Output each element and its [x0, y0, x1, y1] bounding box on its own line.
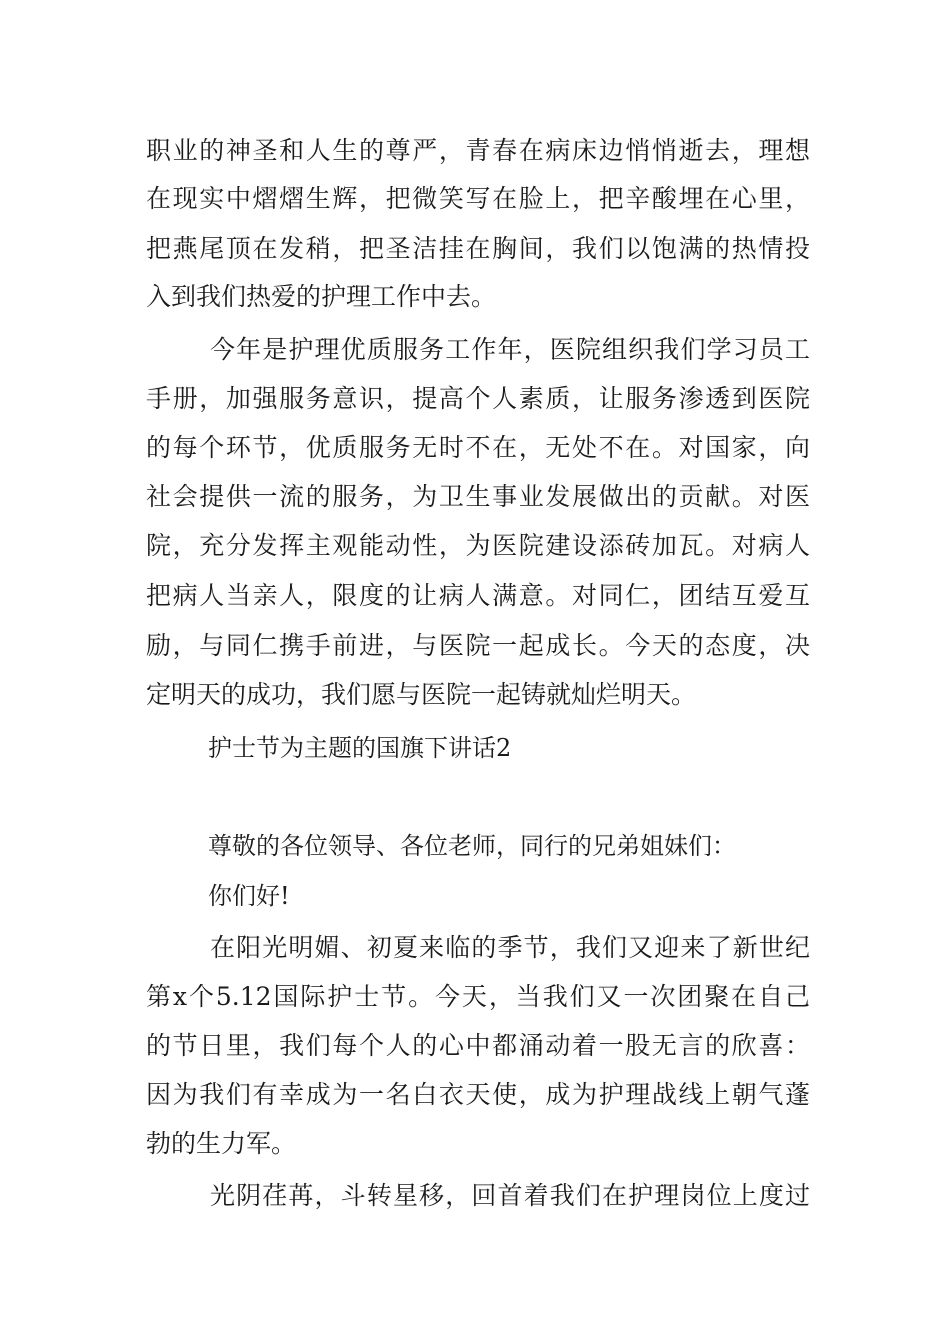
paragraph-line: 入到我们热爱的护理工作中去。	[146, 282, 497, 311]
paragraph-line: 在现实中熠熠生辉，把微笑写在脸上，把辛酸埋在心里，	[146, 184, 810, 213]
paragraph-line: 勃的生力军。	[146, 1129, 297, 1158]
greeting: 你们好!	[208, 882, 290, 910]
paragraph-line: 把病人当亲人，限度的让病人满意。对同仁，团结互爱互	[146, 581, 810, 610]
paragraph-line: 第x个5.12国际护士节。今天，当我们又一次团聚在自己	[146, 982, 810, 1011]
paragraph-line: 今年是护理优质服务工作年，医院组织我们学习员工	[210, 335, 810, 364]
section-heading: 护士节为主题的国旗下讲话2	[208, 734, 512, 762]
paragraph-line: 手册，加强服务意识，提高个人素质，让服务渗透到医院	[146, 384, 810, 413]
paragraph-line: 社会提供一流的服务，为卫生事业发展做出的贡献。对医	[146, 482, 810, 511]
paragraph-line: 院，充分发挥主观能动性，为医院建设添砖加瓦。对病人	[146, 531, 810, 560]
paragraph-line: 的每个环节，优质服务无时不在，无处不在。对国家，向	[146, 433, 810, 462]
paragraph-line: 的节日里，我们每个人的心中都涌动着一股无言的欣喜：	[146, 1031, 810, 1060]
paragraph-line: 职业的神圣和人生的尊严，青春在病床边悄悄逝去，理想	[146, 136, 810, 165]
paragraph-line: 光阴荏苒，斗转星移，回首着我们在护理岗位上度过	[210, 1181, 810, 1210]
salutation: 尊敬的各位领导、各位老师，同行的兄弟姐妹们：	[208, 832, 736, 860]
paragraph-line: 把燕尾顶在发稍，把圣洁挂在胸间，我们以饱满的热情投	[146, 234, 810, 263]
paragraph-line: 定明天的成功，我们愿与医院一起铸就灿烂明天。	[146, 680, 697, 709]
paragraph-line: 励，与同仁携手前进，与医院一起成长。今天的态度，决	[146, 631, 810, 660]
paragraph-line: 在阳光明媚、初夏来临的季节，我们又迎来了新世纪	[210, 933, 810, 962]
paragraph-line: 因为我们有幸成为一名白衣天使，成为护理战线上朝气蓬	[146, 1080, 810, 1109]
